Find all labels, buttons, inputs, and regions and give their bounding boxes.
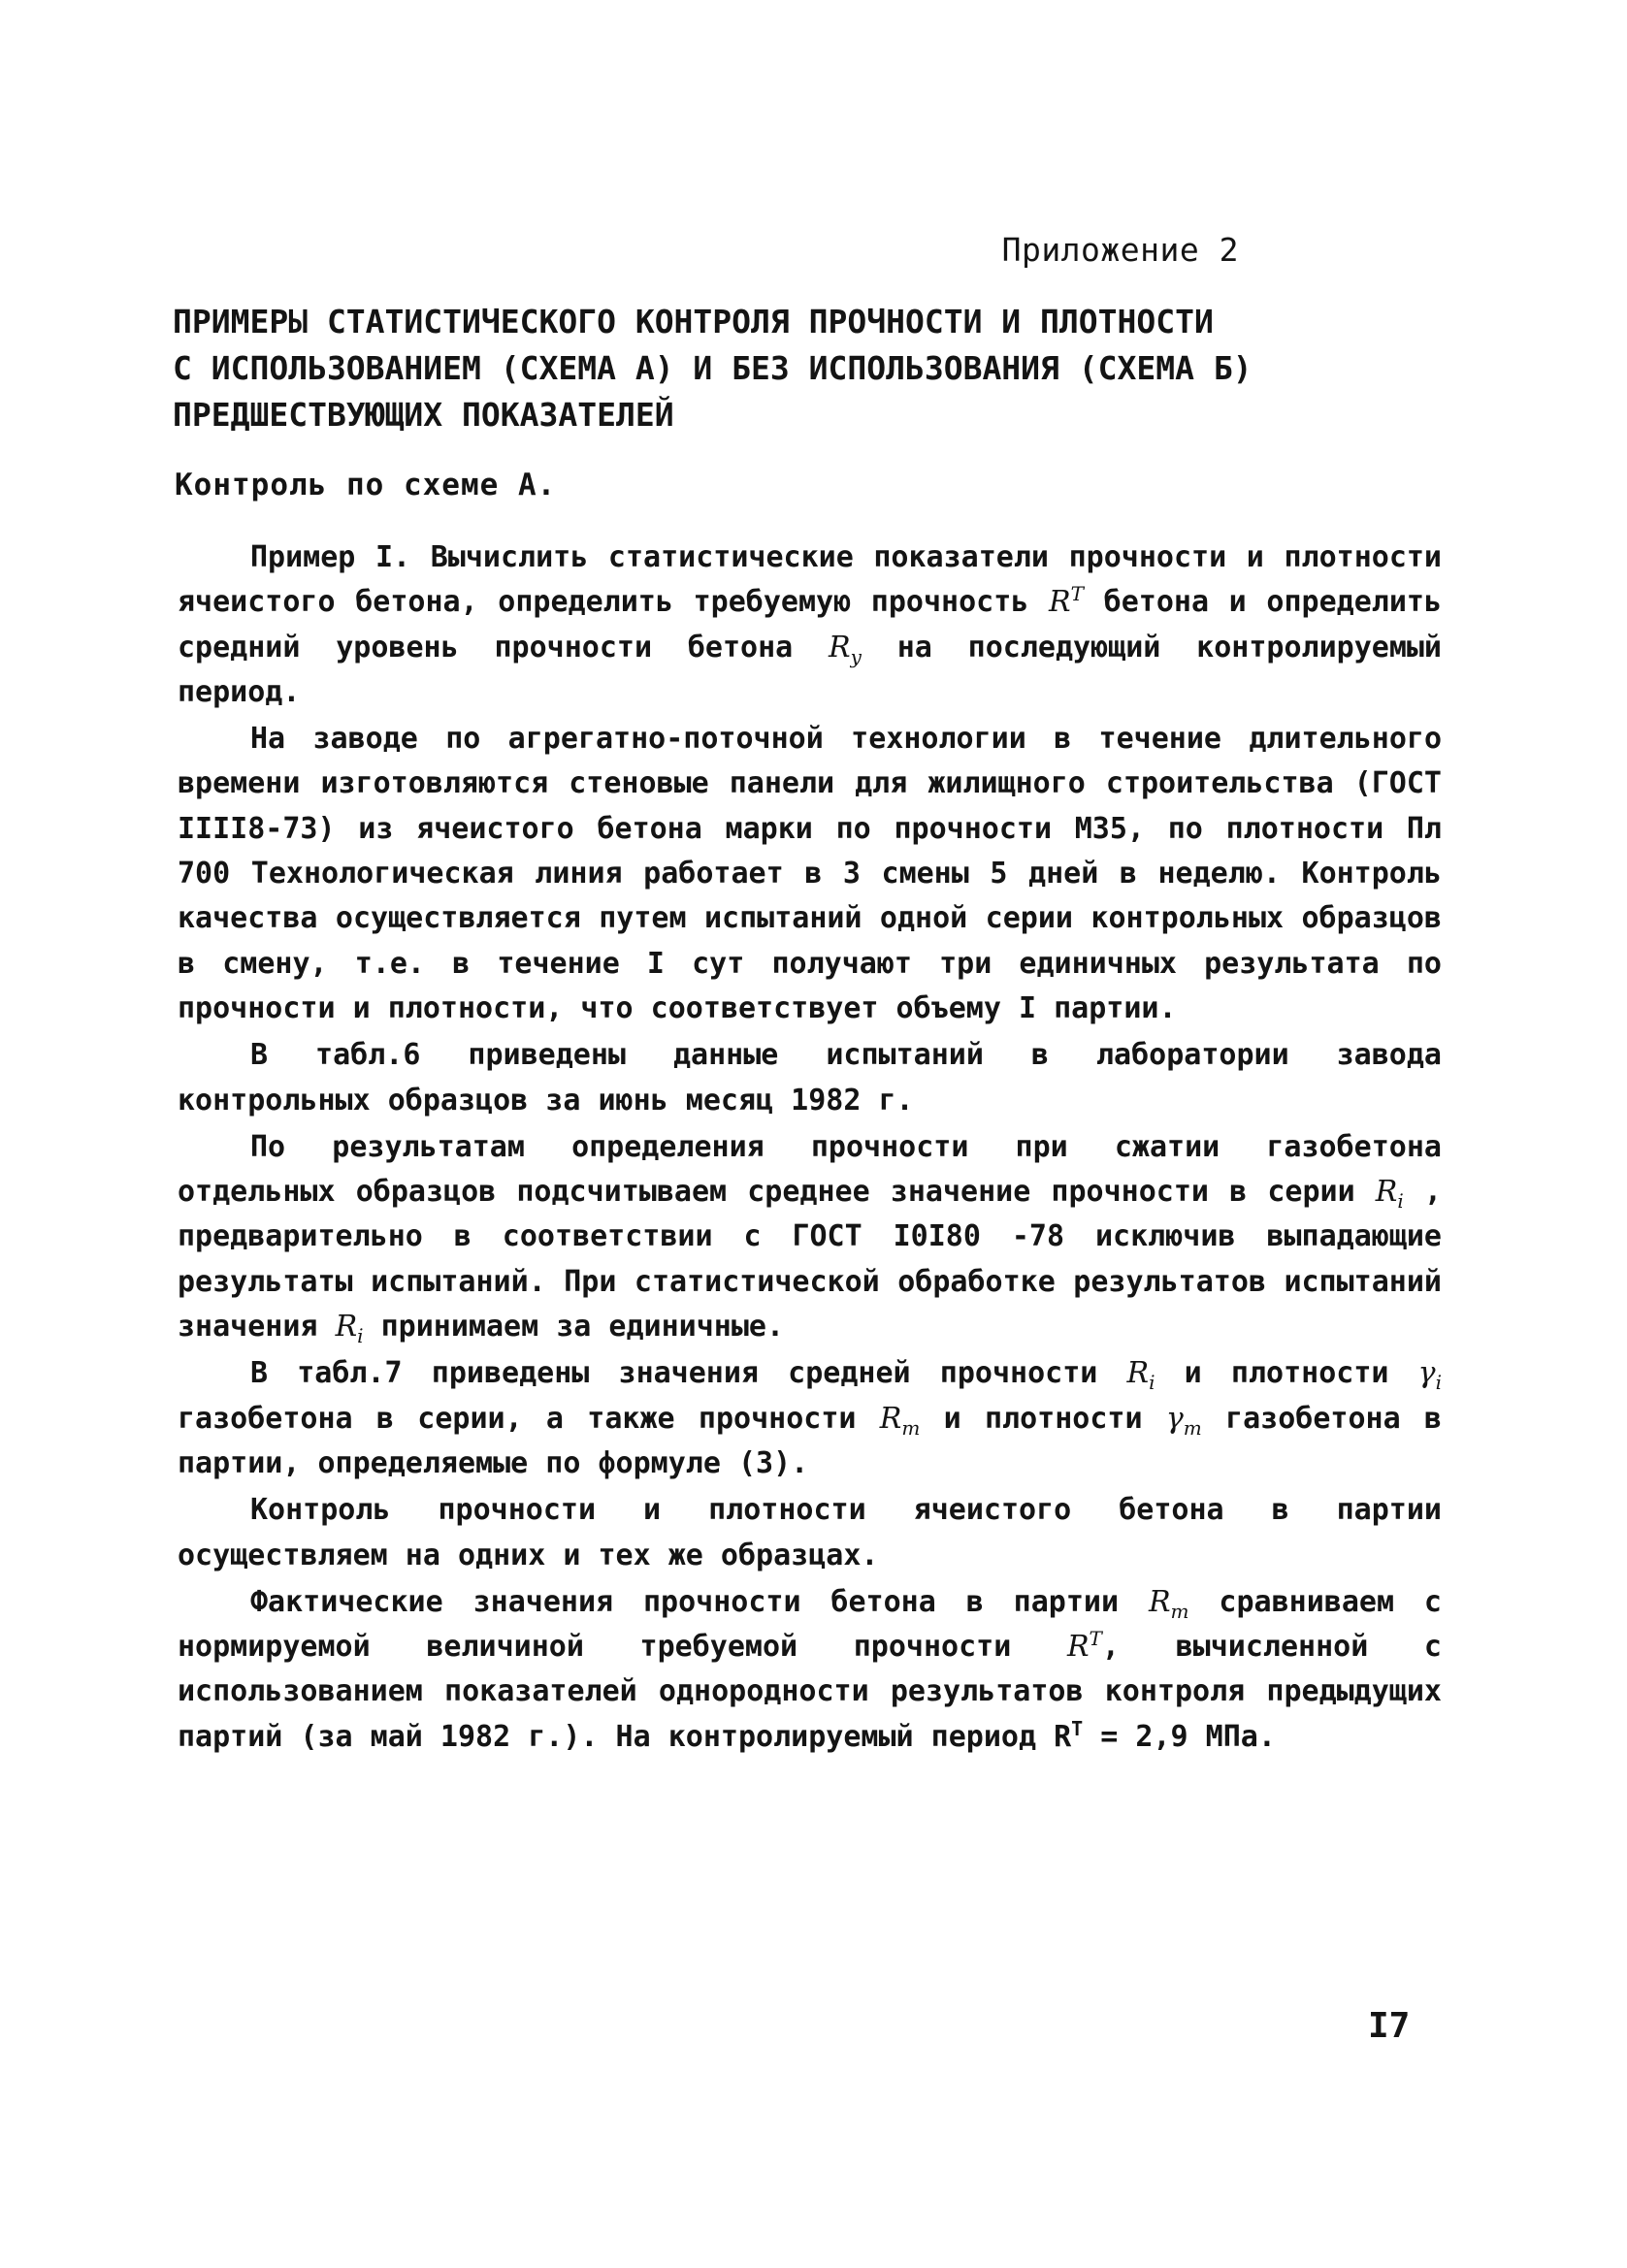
text-run: Пример I. Вычислить статистические показатели прочности и плотности ячеистого бетона, определить требуемую прочность	[178, 540, 1442, 620]
paragraph-same-samples: Контроль прочности и плотности ячеистого бетона в партии осуществляем на одних и тех же образцах.	[178, 1493, 1442, 1572]
body-text	[178, 535, 1442, 1762]
title-line-1: ПРИМЕРЫ СТАТИСТИЧЕСКОГО КОНТРОЛЯ ПРОЧНОСТИ И ПЛОТНОСТИ	[173, 303, 1214, 340]
title-line-3: ПРЕДШЕСТВУЮЩИХ ПОКАЗАТЕЛЕЙ	[173, 396, 674, 434]
document-title	[173, 299, 1453, 438]
math-symbol: $R_i$	[1126, 1356, 1155, 1395]
page-number: I7	[1368, 2006, 1411, 2046]
text-run: Фактические значения прочности бетона в партии	[250, 1584, 1149, 1619]
math-symbol: $R_m$	[879, 1401, 921, 1440]
text-run: и плотности	[1155, 1356, 1418, 1391]
text-run: на последующий контролируемый период.	[178, 630, 1442, 709]
text-run: газобетона в партии, определяемые по формуле (3).	[178, 1401, 1442, 1480]
text-run: газобетона в серии, а также прочности	[178, 1401, 880, 1436]
text-run: сравниваем с нормируемой величиной требуемой прочности	[178, 1584, 1442, 1665]
required-strength-statement: На контролируемый период $R^T = 2,9$ МПа.	[615, 1716, 1276, 1754]
math-symbol: $\gamma_i$	[1417, 1356, 1442, 1395]
math-symbol: $\gamma_m$	[1165, 1401, 1202, 1440]
math-symbol: $R_y$	[829, 630, 862, 668]
appendix-label: Приложение 2	[1001, 231, 1239, 269]
text-run: По результатам определения прочности при сжатии газобетона отдельных образцов подсчитываем среднее значение прочности в серии	[178, 1129, 1442, 1210]
math-symbol: $R^T$	[1066, 1627, 1102, 1665]
text-run: , вычисленной с использованием показателей однородности результатов контроля предыдущих партий (за май 1982 г.).	[178, 1630, 1442, 1754]
paragraph-plant-description: На заводе по агрегатно-поточной технологии в течение длительного времени изготовляются стеновые панели для жилищного строительства (ГОСТ IIII8-73) из ячеистого бетона марки по прочности М35, по плотности Пл 700 Технологическая линия работает в 3 смены 5 дней в неделю. Контроль качества осуществляется путем испытаний одной серии контрольных образцов в смену, т.е. в течение I сут получают три единичных результата по прочности и плотности, что соответствует объему I партии.	[178, 722, 1442, 1025]
paragraph-table-6-reference: В табл.6 приведены данные испытаний в лаборатории завода контрольных образцов за июнь месяц 1982 г.	[178, 1038, 1442, 1118]
section-subheading: Контроль по схеме А.	[175, 468, 557, 502]
text-run: принимаем за единичные.	[363, 1310, 785, 1345]
math-symbol: $R^T$	[1049, 582, 1084, 620]
title-line-2: С ИСПОЛЬЗОВАНИЕМ (СХЕМА А) И БЕЗ ИСПОЛЬЗОВАНИЯ (СХЕМА Б)	[173, 349, 1253, 387]
math-symbol: $R_i$	[1375, 1175, 1404, 1214]
paragraph-example-1	[178, 535, 1442, 715]
paragraph-table-7-reference	[178, 1351, 1442, 1486]
text-run: и плотности	[920, 1401, 1166, 1436]
paragraph-series-average	[178, 1125, 1442, 1349]
text-run: бетона и определить средний уровень прочности бетона	[178, 585, 1443, 664]
text-run: В табл.7 приведены значения средней прочности	[250, 1356, 1127, 1391]
math-symbol: $R_m$	[1148, 1584, 1189, 1623]
paragraph-comparison	[178, 1580, 1442, 1760]
math-symbol: $R_i$	[335, 1310, 364, 1348]
text-run: , предварительно в соответствии с ГОСТ I0I80 -78 исключив выпадающие результаты испытаний. При статистической обработке результатов испытаний значения	[178, 1175, 1443, 1345]
